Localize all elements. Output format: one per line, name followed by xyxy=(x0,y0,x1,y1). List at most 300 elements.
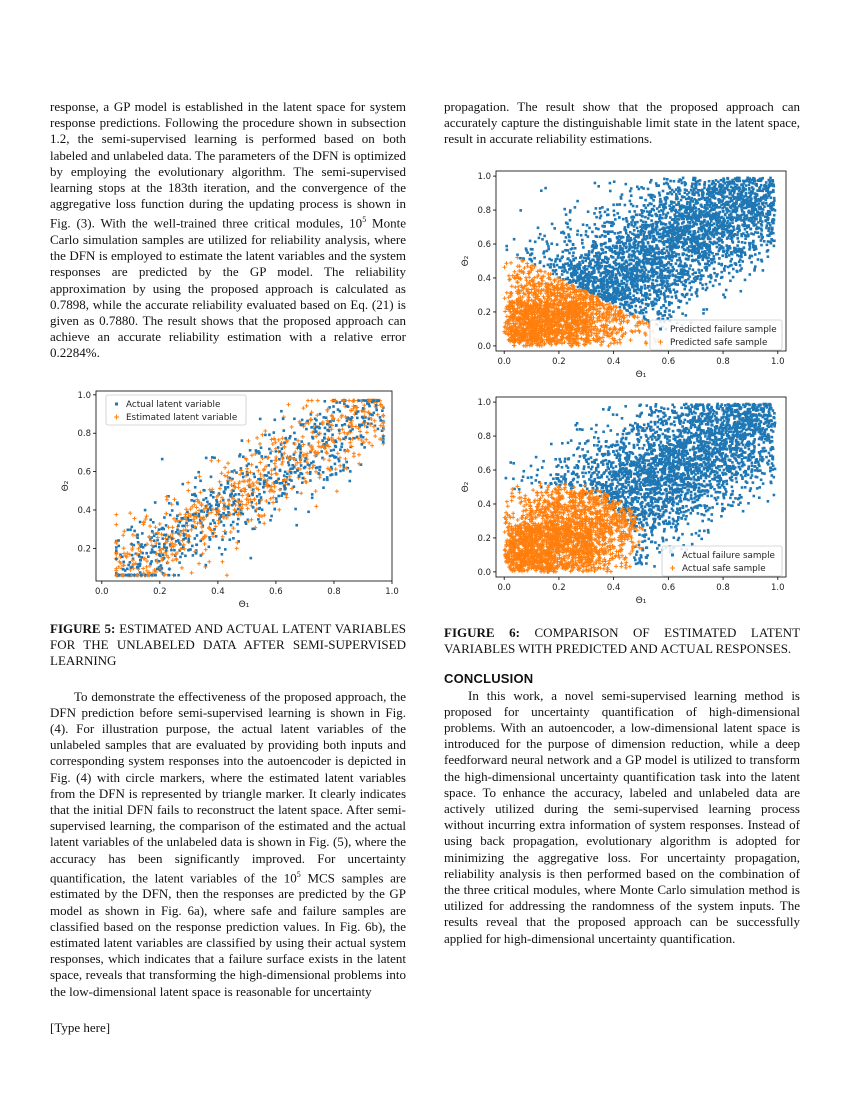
point-dot xyxy=(130,542,133,545)
point-dot xyxy=(684,191,687,194)
point-dot xyxy=(582,246,585,249)
point-dot xyxy=(714,183,717,186)
point-dot xyxy=(723,197,726,200)
point-dot xyxy=(260,455,263,458)
point-dot xyxy=(671,274,674,277)
point-dot xyxy=(764,219,767,222)
point-dot xyxy=(653,237,656,240)
point-dot xyxy=(158,542,161,545)
point-dot xyxy=(679,264,682,267)
point-dot xyxy=(726,248,729,251)
point-dot xyxy=(739,269,742,272)
point-dot xyxy=(713,207,716,210)
point-dot xyxy=(580,282,583,285)
point-dot xyxy=(720,179,723,182)
point-dot xyxy=(714,216,717,219)
point-dot xyxy=(529,253,532,256)
point-dot xyxy=(707,235,710,238)
point-dot xyxy=(771,218,774,221)
point-dot xyxy=(700,228,703,231)
x-tick-label: 0.4 xyxy=(211,586,225,597)
point-dot xyxy=(621,289,624,292)
point-dot xyxy=(649,202,652,205)
point-dot xyxy=(611,250,614,253)
point-dot xyxy=(663,243,666,246)
point-dot xyxy=(640,299,643,302)
point-dot xyxy=(209,538,212,541)
point-dot xyxy=(658,191,661,194)
point-dot xyxy=(546,242,549,245)
point-dot xyxy=(261,508,264,511)
point-dot xyxy=(640,251,643,254)
point-dot xyxy=(360,435,363,438)
point-dot xyxy=(603,221,606,224)
point-dot xyxy=(260,496,263,499)
point-dot xyxy=(632,242,635,245)
point-dot xyxy=(688,245,691,248)
point-dot xyxy=(602,225,605,228)
point-dot xyxy=(651,208,654,211)
point-dot xyxy=(664,295,667,298)
point-dot xyxy=(299,455,302,458)
point-dot xyxy=(770,242,773,245)
point-dot xyxy=(304,465,307,468)
point-dot xyxy=(583,256,586,259)
point-dot xyxy=(591,259,594,262)
point-dot xyxy=(652,228,655,231)
point-dot xyxy=(627,286,630,289)
point-dot xyxy=(259,506,262,509)
point-dot xyxy=(730,213,733,216)
point-dot xyxy=(230,523,233,526)
point-dot xyxy=(572,243,575,246)
point-dot xyxy=(314,417,317,420)
point-dot xyxy=(702,312,705,315)
point-dot xyxy=(299,451,302,454)
point-dot xyxy=(668,245,671,248)
point-dot xyxy=(598,289,601,292)
point-dot xyxy=(702,308,705,311)
point-dot xyxy=(666,282,669,285)
point-dot xyxy=(293,417,296,420)
point-dot xyxy=(285,436,288,439)
point-dot xyxy=(206,514,209,517)
point-dot xyxy=(593,255,596,258)
point-dot xyxy=(528,257,531,260)
point-dot xyxy=(570,274,573,277)
point-dot xyxy=(281,447,284,450)
point-dot xyxy=(241,472,244,475)
point-dot xyxy=(609,298,612,301)
point-dot xyxy=(561,273,564,276)
point-dot xyxy=(220,520,223,523)
point-dot xyxy=(290,471,293,474)
point-dot xyxy=(651,248,654,251)
point-dot xyxy=(179,543,182,546)
point-dot xyxy=(689,202,692,205)
point-dot xyxy=(679,189,682,192)
point-dot xyxy=(624,301,627,304)
point-dot xyxy=(258,499,261,502)
point-dot xyxy=(618,283,621,286)
point-dot xyxy=(677,246,680,249)
point-dot xyxy=(322,486,325,489)
point-dot xyxy=(675,296,678,299)
point-dot xyxy=(662,231,665,234)
point-dot xyxy=(650,258,653,261)
point-dot xyxy=(668,288,671,291)
point-dot xyxy=(584,275,587,278)
point-dot xyxy=(612,222,615,225)
point-dot xyxy=(227,511,230,514)
point-dot xyxy=(566,243,569,246)
point-dot xyxy=(718,198,721,201)
point-dot xyxy=(707,259,710,262)
point-dot xyxy=(758,252,761,255)
point-dot xyxy=(286,472,289,475)
point-dot xyxy=(672,218,675,221)
point-dot xyxy=(610,255,613,258)
point-dot xyxy=(652,199,655,202)
point-dot xyxy=(160,564,163,567)
point-dot xyxy=(674,209,677,212)
point-dot xyxy=(232,537,235,540)
point-dot xyxy=(586,224,589,227)
point-dot xyxy=(722,210,725,213)
point-dot xyxy=(693,232,696,235)
point-dot xyxy=(686,238,689,241)
point-dot xyxy=(683,227,686,230)
point-dot xyxy=(573,267,576,270)
point-dot xyxy=(565,236,568,239)
point-dot xyxy=(645,268,648,271)
point-dot xyxy=(153,550,156,553)
point-dot xyxy=(675,193,678,196)
point-dot xyxy=(760,184,763,187)
figure-6a-chart xyxy=(444,165,800,387)
point-dot xyxy=(268,501,271,504)
point-dot xyxy=(694,279,697,282)
point-dot xyxy=(339,448,342,451)
point-dot xyxy=(754,204,757,207)
point-dot xyxy=(615,275,618,278)
point-dot xyxy=(752,187,755,190)
point-dot xyxy=(612,273,615,276)
point-dot xyxy=(253,472,256,475)
point-dot xyxy=(212,491,215,494)
point-dot xyxy=(671,200,674,203)
point-dot xyxy=(760,239,763,242)
point-dot xyxy=(625,246,628,249)
point-dot xyxy=(651,304,654,307)
point-dot xyxy=(759,189,762,192)
point-dot xyxy=(766,243,769,246)
point-dot xyxy=(137,541,140,544)
point-dot xyxy=(702,213,705,216)
x-tick-label: 0.6 xyxy=(269,586,283,597)
point-dot xyxy=(739,187,742,190)
point-dot xyxy=(738,197,741,200)
point-dot xyxy=(683,248,686,251)
point-dot xyxy=(629,292,632,295)
point-dot xyxy=(613,209,616,212)
point-dot xyxy=(332,405,335,408)
point-dot xyxy=(662,213,665,216)
point-dot xyxy=(697,241,700,244)
point-dot xyxy=(724,182,727,185)
point-dot xyxy=(726,195,729,198)
point-dot xyxy=(629,258,632,261)
point-dot xyxy=(581,259,584,262)
point-dot xyxy=(750,227,753,230)
point-dot xyxy=(264,433,267,436)
point-dot xyxy=(748,187,751,190)
point-dot xyxy=(647,249,650,252)
point-dot xyxy=(624,203,627,206)
point-dot xyxy=(293,431,296,434)
point-dot xyxy=(297,446,300,449)
point-dot xyxy=(588,280,591,283)
point-dot xyxy=(329,454,332,457)
point-dot xyxy=(173,573,176,576)
point-dot xyxy=(757,231,760,234)
point-dot xyxy=(598,270,601,273)
left-column xyxy=(50,99,406,1000)
point-dot xyxy=(345,460,348,463)
y-tick-label: 0.6 xyxy=(77,467,91,478)
point-dot xyxy=(293,485,296,488)
point-dot xyxy=(765,226,768,229)
point-dot xyxy=(749,181,752,184)
point-dot xyxy=(682,221,685,224)
point-dot xyxy=(760,243,763,246)
point-dot xyxy=(662,277,665,280)
point-dot xyxy=(229,494,232,497)
point-dot xyxy=(262,486,265,489)
point-dot xyxy=(234,499,237,502)
point-dot xyxy=(609,181,612,184)
point-dot xyxy=(630,281,633,284)
point-dot xyxy=(215,507,218,510)
point-dot xyxy=(342,463,345,466)
point-dot xyxy=(633,225,636,228)
point-dot xyxy=(213,521,216,524)
point-dot xyxy=(379,416,382,419)
point-dot xyxy=(363,419,366,422)
point-dot xyxy=(685,253,688,256)
point-dot xyxy=(728,225,731,228)
point-dot xyxy=(302,476,305,479)
point-dot xyxy=(692,193,695,196)
y-tick-label: 0.4 xyxy=(77,505,91,516)
point-dot xyxy=(199,479,202,482)
point-dot xyxy=(361,443,364,446)
point-dot xyxy=(183,524,186,527)
point-dot xyxy=(165,524,168,527)
point-dot xyxy=(656,266,659,269)
point-dot xyxy=(726,177,729,180)
point-dot xyxy=(655,302,658,305)
point-dot xyxy=(326,476,329,479)
point-dot xyxy=(656,246,659,249)
point-dot xyxy=(667,192,670,195)
point-dot xyxy=(259,482,262,485)
point-dot xyxy=(659,239,662,242)
point-dot xyxy=(586,272,589,275)
point-dot xyxy=(752,240,755,243)
point-dot xyxy=(609,277,612,280)
point-dot xyxy=(723,267,726,270)
point-dot xyxy=(716,273,719,276)
point-dot xyxy=(662,189,665,192)
point-dot xyxy=(301,472,304,475)
point-dot xyxy=(144,508,147,511)
point-dot xyxy=(698,194,701,197)
point-dot xyxy=(356,416,359,419)
point-dot xyxy=(240,467,243,470)
point-dot xyxy=(251,492,254,495)
point-dot xyxy=(704,244,707,247)
point-dot xyxy=(697,268,700,271)
point-dot xyxy=(744,228,747,231)
point-dot xyxy=(614,218,617,221)
point-dot xyxy=(689,288,692,291)
point-dot xyxy=(587,210,590,213)
point-dot xyxy=(592,240,595,243)
point-dot xyxy=(619,305,622,308)
point-dot xyxy=(685,210,688,213)
point-dot xyxy=(701,188,704,191)
point-dot xyxy=(661,249,664,252)
point-dot xyxy=(632,294,635,297)
point-dot xyxy=(662,210,665,213)
point-dot xyxy=(376,399,379,402)
point-dot xyxy=(690,286,693,289)
point-dot xyxy=(597,292,600,295)
point-dot xyxy=(279,468,282,471)
point-dot xyxy=(721,241,724,244)
point-dot xyxy=(538,236,541,239)
point-dot xyxy=(637,288,640,291)
point-dot xyxy=(737,231,740,234)
point-dot xyxy=(280,409,283,412)
point-dot xyxy=(315,466,318,469)
point-dot xyxy=(659,214,662,217)
point-dot xyxy=(634,255,637,258)
point-dot xyxy=(136,566,139,569)
point-dot xyxy=(693,204,696,207)
point-dot xyxy=(616,212,619,215)
point-dot xyxy=(628,242,631,245)
point-dot xyxy=(548,257,551,260)
point-dot xyxy=(373,411,376,414)
point-dot xyxy=(349,479,352,482)
point-dot xyxy=(670,225,673,228)
point-dot xyxy=(766,224,769,227)
y-tick-label: 0.2 xyxy=(77,543,91,554)
point-dot xyxy=(625,265,628,268)
point-dot xyxy=(636,263,639,266)
point-dot xyxy=(620,279,623,282)
point-dot xyxy=(668,309,671,312)
point-dot xyxy=(324,432,327,435)
point-dot xyxy=(649,234,652,237)
point-dot xyxy=(604,234,607,237)
point-dot xyxy=(569,259,572,262)
point-dot xyxy=(177,524,180,527)
point-dot xyxy=(326,478,329,481)
point-dot xyxy=(655,272,658,275)
point-dot xyxy=(587,283,590,286)
point-dot xyxy=(551,222,554,225)
point-dot xyxy=(573,259,576,262)
point-dot xyxy=(749,273,752,276)
point-dot xyxy=(597,260,600,263)
point-dot xyxy=(227,480,230,483)
point-dot xyxy=(298,475,301,478)
point-dot xyxy=(616,203,619,206)
point-dot xyxy=(750,261,753,264)
point-dot xyxy=(168,501,171,504)
point-dot xyxy=(224,532,227,535)
point-dot xyxy=(677,180,680,183)
point-dot xyxy=(590,273,593,276)
point-dot xyxy=(242,455,245,458)
point-dot xyxy=(691,254,694,257)
point-dot xyxy=(650,223,653,226)
point-dot xyxy=(749,217,752,220)
point-dot xyxy=(682,205,685,208)
point-dot xyxy=(630,312,633,315)
point-dot xyxy=(636,226,639,229)
point-dot xyxy=(294,437,297,440)
point-dot xyxy=(663,182,666,185)
point-dot xyxy=(697,191,700,194)
point-dot xyxy=(673,221,676,224)
point-dot xyxy=(724,296,727,299)
point-dot xyxy=(181,517,184,520)
point-dot xyxy=(649,236,652,239)
point-dot xyxy=(742,202,745,205)
point-dot xyxy=(210,475,213,478)
point-dot xyxy=(735,217,738,220)
point-dot xyxy=(645,250,648,253)
point-dot xyxy=(362,435,365,438)
point-dot xyxy=(564,269,567,272)
point-dot xyxy=(255,449,258,452)
point-dot xyxy=(194,493,197,496)
point-dot xyxy=(645,220,648,223)
point-dot xyxy=(168,573,171,576)
point-dot xyxy=(680,207,683,210)
point-dot xyxy=(676,259,679,262)
point-dot xyxy=(311,493,314,496)
point-dot xyxy=(584,268,587,271)
point-dot xyxy=(151,548,154,551)
point-dot xyxy=(362,407,365,410)
point-dot xyxy=(637,230,640,233)
point-dot xyxy=(709,273,712,276)
point-dot xyxy=(707,220,710,223)
point-dot xyxy=(360,423,363,426)
point-dot xyxy=(618,216,621,219)
point-dot xyxy=(623,228,626,231)
point-dot xyxy=(724,224,727,227)
point-dot xyxy=(670,315,673,318)
point-dot xyxy=(706,207,709,210)
point-dot xyxy=(681,312,684,315)
point-dot xyxy=(673,180,676,183)
